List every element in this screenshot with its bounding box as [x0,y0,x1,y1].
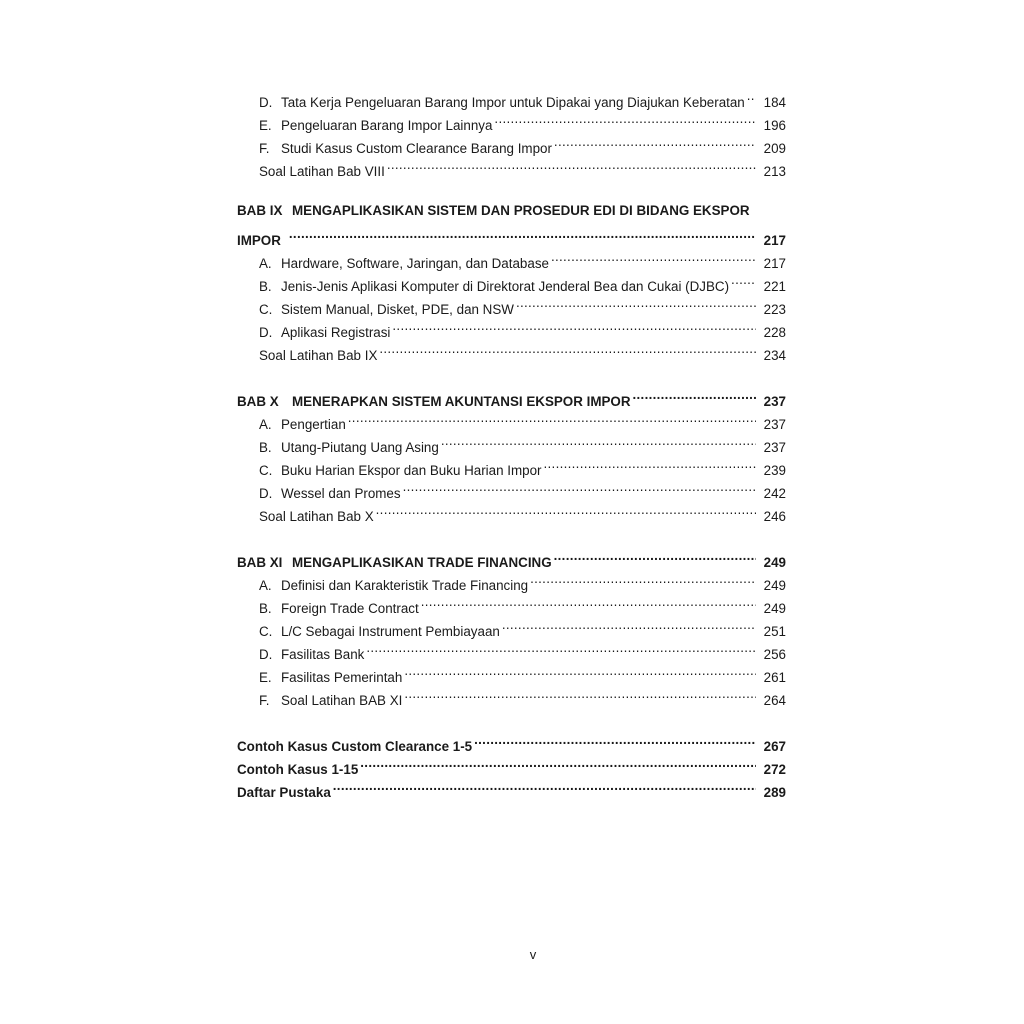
entry-page: 251 [763,624,786,639]
entry-label: Utang-Piutang Uang Asing [281,440,439,455]
leader-dots [551,245,756,268]
entry-page: 213 [763,164,786,179]
leader-dots [404,682,756,705]
entry-label: Pengertian [281,417,346,432]
entry-letter: B. [259,279,272,294]
entry-letter: B. [259,440,272,455]
entry-letter: D. [259,95,273,110]
entry-page: 239 [763,463,786,478]
entry-page: 223 [763,302,786,317]
leader-dots [387,153,756,176]
chapter-page: 249 [763,555,786,570]
entry-label: Pengeluaran Barang Impor Lainnya [281,118,493,133]
entry-label: Buku Harian Ekspor dan Buku Harian Impor [281,463,542,478]
entry-page: 264 [763,693,786,708]
entry-letter: C. [259,302,273,317]
leader-dots [376,498,756,521]
entry-letter: A. [259,417,272,432]
leader-dots [516,291,756,314]
entry-letter: F. [259,141,270,156]
chapter-heading-cont[interactable] [237,222,786,248]
leader-dots [348,406,756,429]
toc-entry[interactable] [237,245,786,271]
leader-dots [544,452,756,475]
chapter-number: BAB X [237,394,279,409]
entry-label: Wessel dan Promes [281,486,401,501]
entry-letter: A. [259,578,272,593]
entry-letter: C. [259,463,273,478]
entry-page: 267 [763,739,786,754]
entry-page: 217 [763,256,786,271]
chapter-number: BAB XI [237,555,283,570]
entry-label: Fasilitas Pemerintah [281,670,403,685]
table-of-contents [237,84,786,800]
leader-dots [502,613,756,636]
chapter-page: 237 [763,394,786,409]
entry-label: Soal Latihan Bab X [259,509,374,524]
entry-letter: D. [259,486,273,501]
entry-page: 272 [763,762,786,777]
entry-page: 246 [763,509,786,524]
leader-dots [403,475,756,498]
entry-label: Aplikasi Registrasi [281,325,391,340]
entry-page: 228 [763,325,786,340]
entry-page: 289 [763,785,786,800]
chapter-title: MENGAPLIKASIKAN SISTEM DAN PROSEDUR EDI DI BIDANG EKSPOR [292,203,750,218]
entry-page: 249 [763,578,786,593]
entry-label: Studi Kasus Custom Clearance Barang Impor [281,141,552,156]
leader-dots [633,383,756,406]
entry-label: Definisi dan Karakteristik Trade Financing [281,578,529,593]
entry-label: L/C Sebagai Instrument Pembiayaan [281,624,500,639]
entry-label: Contoh Kasus Custom Clearance 1-5 [237,739,473,754]
entry-label: Foreign Trade Contract [281,601,419,616]
entry-label: Contoh Kasus 1-15 [237,762,359,777]
leader-dots [747,84,756,107]
entry-page: 237 [763,440,786,455]
chapter-title: MENERAPKAN SISTEM AKUNTANSI EKSPOR IMPOR [292,394,631,409]
entry-label: Hardware, Software, Jaringan, dan Database [281,256,549,271]
leader-dots [530,567,756,590]
leader-dots [731,268,756,291]
entry-page: 261 [763,670,786,685]
entry-label: Soal Latihan Bab IX [259,348,378,363]
entry-label: Tata Kerja Pengeluaran Barang Impor untuk Dipakai yang Diajukan Keberatan [281,95,745,110]
entry-page: 184 [763,95,786,110]
entry-letter: D. [259,325,273,340]
chapter-number: BAB IX [237,203,283,218]
entry-page: 221 [763,279,786,294]
entry-page: 196 [763,118,786,133]
toc-entry[interactable] [237,84,786,110]
entry-label: Jenis-Jenis Aplikasi Komputer di Direktorat Jenderal Bea dan Cukai (DJBC) [281,279,730,294]
entry-page: 242 [763,486,786,501]
leader-dots [289,222,756,245]
entry-letter: E. [259,118,272,133]
leader-dots [554,130,756,153]
entry-page: 209 [763,141,786,156]
chapter-heading[interactable] [237,199,786,222]
entry-letter: E. [259,670,272,685]
chapter-heading[interactable] [237,383,786,409]
chapter-heading[interactable] [237,544,786,570]
leader-dots [494,107,756,130]
chapter-title: MENGAPLIKASIKAN TRADE FINANCING [292,555,552,570]
chapter-title-cont: IMPOR [237,233,281,248]
leader-dots [474,728,756,751]
leader-dots [392,314,756,337]
toc-appendix-entry[interactable] [237,728,786,754]
entry-letter: D. [259,647,273,662]
leader-dots [441,429,756,452]
entry-page: 234 [763,348,786,363]
chapter-page: 217 [763,233,786,248]
entry-letter: F. [259,693,270,708]
leader-dots [554,544,756,567]
leader-dots [421,590,756,613]
entry-label: Daftar Pustaka [237,785,331,800]
leader-dots [379,337,756,360]
entry-letter: C. [259,624,273,639]
entry-letter: B. [259,601,272,616]
entry-label: Soal Latihan BAB XI [281,693,403,708]
entry-page: 237 [763,417,786,432]
entry-label: Fasilitas Bank [281,647,365,662]
page-number: v [529,947,537,962]
entry-letter: A. [259,256,272,271]
leader-dots [333,774,756,797]
entry-label: Sistem Manual, Disket, PDE, dan NSW [281,302,514,317]
entry-page: 249 [763,601,786,616]
leader-dots [360,751,756,774]
entry-page: 256 [763,647,786,662]
leader-dots [366,636,756,659]
leader-dots [404,659,756,682]
entry-label: Soal Latihan Bab VIII [259,164,385,179]
